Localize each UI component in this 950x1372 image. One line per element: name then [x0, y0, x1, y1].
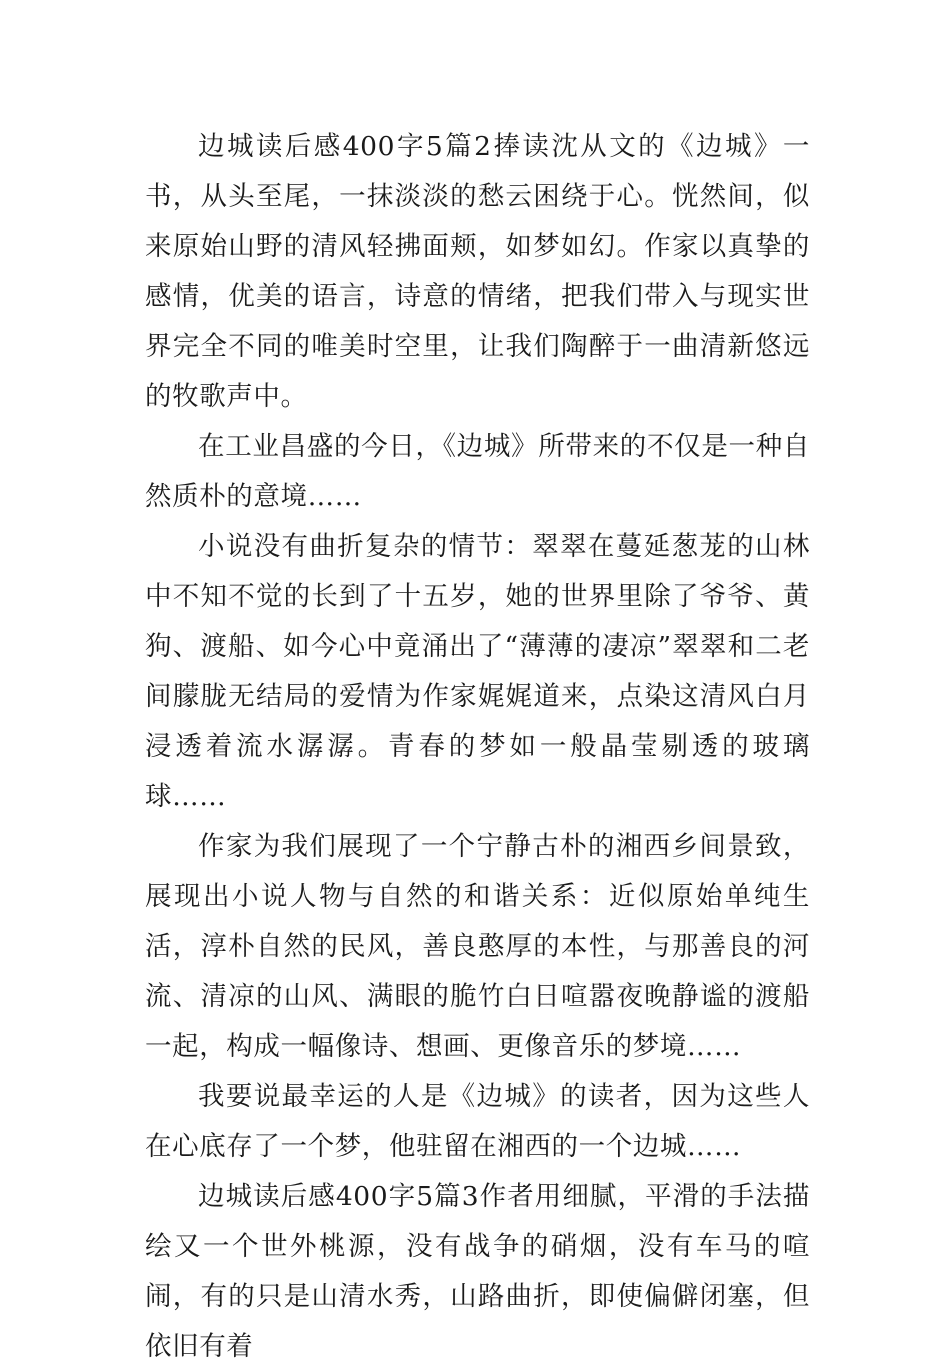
paragraph-1: 边城读后感400字5篇2捧读沈从文的《边城》一书，从头至尾，一抹淡淡的愁云困绕于心。恍然间，似来原始山野的清风轻拂面颊，如梦如幻。作家以真挚的感情，优美的语言，诗意的情绪，把我们带入与现实世界完全不同的唯美时空里，让我们陶醉于一曲清新悠远的牧歌声中。: [145, 131, 810, 412]
paragraph-6: 边城读后感400字5篇3作者用细腻，平滑的手法描绘又一个世外桃源，没有战争的硝烟，没有车马的喧闹，有的只是山清水秀，山路曲折，即使偏僻闭塞，但依旧有着: [145, 1181, 810, 1362]
paragraph-3: 小说没有曲折复杂的情节：翠翠在蔓延葱茏的山林中不知不觉的长到了十五岁，她的世界里除了爷爷、黄狗、渡船、如今心中竟涌出了“薄薄的凄凉”翠翠和二老间朦胧无结局的爱情为作家娓娓道来，点染这清风白月浸透着流水潺潺。青春的梦如一般晶莹剔透的玻璃球……: [145, 531, 810, 812]
paragraph-2: 在工业昌盛的今日，《边城》所带来的不仅是一种自然质朴的意境……: [145, 431, 810, 512]
paragraph-4: 作家为我们展现了一个宁静古朴的湘西乡间景致，展现出小说人物与自然的和谐关系：近似原始单纯生活，淳朴自然的民风，善良憨厚的本性，与那善良的河流、清凉的山风、满眼的脆竹白日喧嚣夜晚静谧的渡船一起，构成一幅像诗、想画、更像音乐的梦境……: [145, 831, 810, 1062]
document-body: [145, 122, 810, 1372]
paragraph-5: 我要说最幸运的人是《边城》的读者，因为这些人在心底存了一个梦，他驻留在湘西的一个边城……: [145, 1081, 810, 1162]
